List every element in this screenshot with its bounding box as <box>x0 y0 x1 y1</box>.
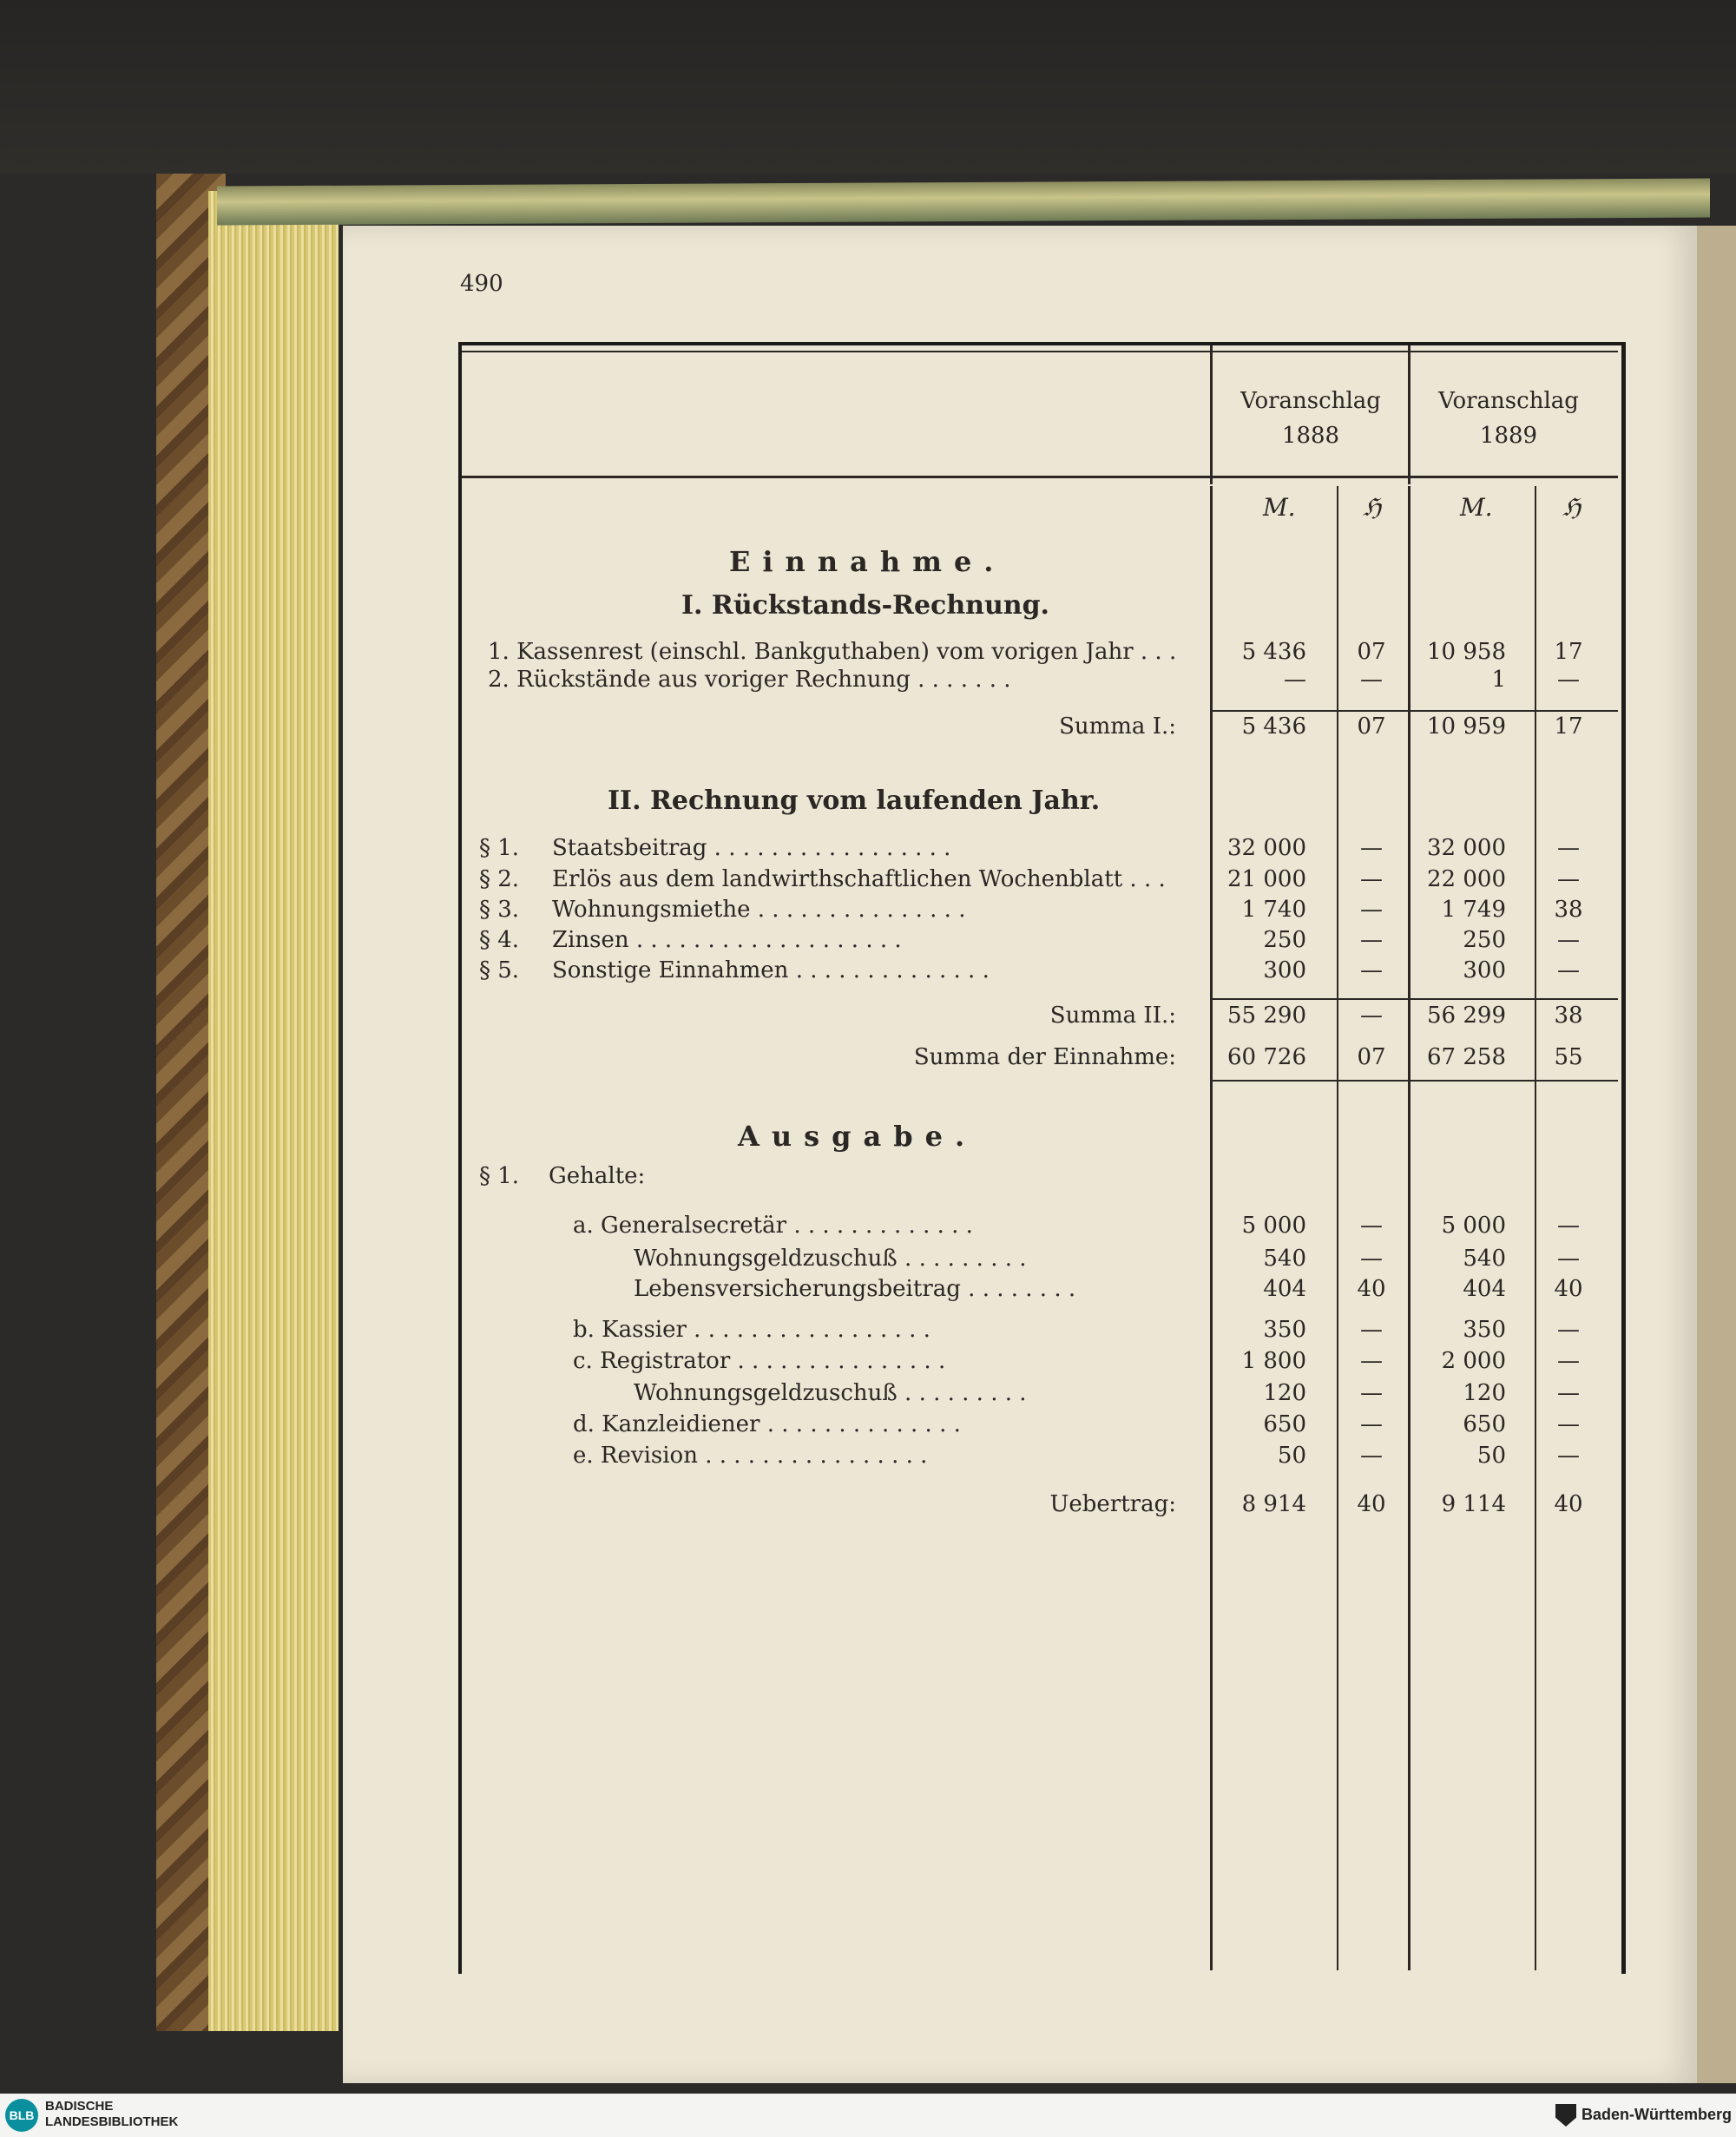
subtotal-rule-1 <box>1210 710 1618 712</box>
cell-p89: — <box>1557 835 1580 861</box>
cell-m89: 10 959 <box>1427 713 1506 740</box>
coat-of-arms-icon <box>1555 2104 1576 2127</box>
footer-bar <box>0 2094 1736 2137</box>
cell-p88: — <box>1360 866 1383 892</box>
cell-p89: 40 <box>1554 1491 1583 1517</box>
row-label: Wohnungsmiethe . . . . . . . . . . . . . . . <box>552 897 966 923</box>
cell-p88: — <box>1360 1411 1383 1437</box>
cell-m88: 650 <box>1263 1411 1306 1437</box>
library-name: BADISCHE LANDESBIBLIOTHEK <box>45 2099 179 2129</box>
row-label: Uebertrag: <box>1049 1491 1176 1517</box>
cell-m89: 120 <box>1463 1380 1506 1406</box>
col-divider-header-2 <box>1408 345 1410 484</box>
section-title-einnahme: Einnahme. <box>729 545 1006 578</box>
cell-m89: 32 000 <box>1427 835 1506 861</box>
subsection-title-rueckstand: I. Rückstands-Rechnung. <box>681 590 1049 621</box>
page-top-edge <box>217 178 1710 225</box>
cell-p89: 55 <box>1554 1044 1583 1070</box>
cell-p88: 40 <box>1357 1276 1386 1302</box>
cell-m88: 21 000 <box>1227 866 1306 892</box>
cell-m89: 350 <box>1463 1317 1506 1343</box>
cell-p89: — <box>1557 1411 1580 1437</box>
cell-m88: 55 290 <box>1227 1003 1306 1029</box>
cell-m88: 300 <box>1263 957 1306 983</box>
cell-p89: 38 <box>1554 897 1583 923</box>
row-label: 1. Kassenrest (einschl. Bankguthaben) vom vorigen Jahr . . . <box>488 639 1177 665</box>
row-label: a. Generalsecretär . . . . . . . . . . . . . <box>573 1213 973 1239</box>
row-label: c. Registrator . . . . . . . . . . . . . . . <box>573 1348 946 1374</box>
row-label: Wohnungsgeldzuschuß . . . . . . . . . <box>634 1380 1027 1406</box>
col-divider-pf-1888 <box>1337 486 1338 1970</box>
total-rule <box>1210 1080 1618 1082</box>
cell-m88: 540 <box>1263 1246 1306 1272</box>
cell-p89: 38 <box>1554 1003 1583 1029</box>
cell-m89: 650 <box>1463 1411 1506 1437</box>
row-paragraph: § 5. <box>479 957 520 983</box>
cell-p89: — <box>1557 1246 1580 1272</box>
blb-logo[interactable]: BLB <box>5 2099 38 2132</box>
row-label: Summa der Einnahme: <box>913 1044 1176 1070</box>
cell-p88: — <box>1360 835 1383 861</box>
cell-m88: 404 <box>1263 1276 1306 1302</box>
cell-p88: — <box>1360 897 1383 923</box>
cell-m88: 60 726 <box>1227 1044 1306 1070</box>
cell-p88: 07 <box>1357 1044 1386 1070</box>
top-inner-rule <box>462 351 1618 352</box>
cell-p88: — <box>1360 957 1383 983</box>
section-title-ausgabe: Ausgabe. <box>738 1120 977 1153</box>
cell-m88: 8 914 <box>1241 1491 1306 1517</box>
page-number: 490 <box>460 271 503 297</box>
cell-m88: 1 800 <box>1241 1348 1306 1374</box>
cell-m88: 5 436 <box>1241 713 1306 740</box>
cell-p88: — <box>1360 1317 1383 1343</box>
cell-p89: — <box>1557 1380 1580 1406</box>
cell-p88: 40 <box>1357 1491 1386 1517</box>
cell-p89: — <box>1557 1213 1580 1239</box>
row-label: d. Kanzleidiener . . . . . . . . . . . . . . <box>573 1411 961 1437</box>
cell-m89: 1 749 <box>1441 897 1506 923</box>
row-label: Lebensversicherungsbeitrag . . . . . . . . <box>634 1276 1076 1302</box>
cell-m88: 5 436 <box>1241 639 1306 665</box>
cell-m89: 22 000 <box>1427 866 1506 892</box>
ausgabe-para-1-label: Gehalte: <box>549 1163 646 1189</box>
cell-p88: — <box>1360 1246 1383 1272</box>
row-paragraph: § 2. <box>479 866 520 892</box>
row-label: Zinsen . . . . . . . . . . . . . . . . . . . <box>552 927 902 953</box>
cell-p89: 17 <box>1554 713 1583 740</box>
cell-p89: — <box>1557 667 1580 693</box>
cell-m89: 250 <box>1463 927 1506 953</box>
column-header-1888: Voranschlag 1888 <box>1240 388 1381 449</box>
cell-p89: 40 <box>1554 1276 1583 1302</box>
row-label: Wohnungsgeldzuschuß . . . . . . . . . <box>634 1246 1027 1272</box>
subsection-title-laufend: II. Rechnung vom laufenden Jahr. <box>608 786 1101 816</box>
unit-mark-1889: M. <box>1460 493 1493 522</box>
cell-m89: 50 <box>1476 1443 1506 1469</box>
cell-p88: — <box>1360 1213 1383 1239</box>
cell-m89: 404 <box>1463 1276 1506 1302</box>
row-paragraph: § 3. <box>479 897 520 923</box>
column-header-1889: Voranschlag 1889 <box>1438 388 1579 449</box>
col-divider-header-1 <box>1210 345 1213 484</box>
col-divider-1888 <box>1210 486 1213 1970</box>
facing-page-edge <box>1693 226 1736 2083</box>
cell-p88: — <box>1360 667 1383 693</box>
cell-m89: 10 958 <box>1427 639 1506 665</box>
row-label: b. Kassier . . . . . . . . . . . . . . . . . <box>573 1317 930 1343</box>
cell-m89: 2 000 <box>1441 1348 1506 1374</box>
cell-p89: — <box>1557 1348 1580 1374</box>
book-binding-top <box>0 0 1736 174</box>
unit-mark-1888: M. <box>1263 493 1296 522</box>
ausgabe-para-1: § 1. <box>479 1163 520 1189</box>
cell-m89: 540 <box>1463 1246 1506 1272</box>
cell-m88: 5 000 <box>1241 1213 1306 1239</box>
row-paragraph: § 4. <box>479 927 520 953</box>
col-divider-1889 <box>1408 486 1410 1970</box>
cell-p89: — <box>1557 866 1580 892</box>
cell-m88: 1 740 <box>1241 897 1306 923</box>
cell-m89: 9 114 <box>1441 1491 1506 1517</box>
table-frame <box>458 342 1626 1974</box>
row-label: Erlös aus dem landwirthschaftlichen Wochenblatt . . . <box>552 866 1166 892</box>
cell-p88: — <box>1360 1003 1383 1029</box>
cell-m88: 50 <box>1277 1443 1306 1469</box>
cell-m88: 250 <box>1263 927 1306 953</box>
cell-m89: 1 <box>1491 667 1506 693</box>
cell-m89: 5 000 <box>1441 1213 1506 1239</box>
cell-p89: — <box>1557 1443 1580 1469</box>
cell-m89: 67 258 <box>1427 1044 1506 1070</box>
cell-p89: — <box>1557 927 1580 953</box>
cell-m88: — <box>1284 667 1306 693</box>
row-label: Sonstige Einnahmen . . . . . . . . . . . . . . <box>552 957 990 983</box>
unit-pf-1888: ℌ <box>1363 493 1382 522</box>
cell-p88: — <box>1360 1443 1383 1469</box>
cell-m89: 56 299 <box>1427 1003 1506 1029</box>
cell-m88: 32 000 <box>1227 835 1306 861</box>
cell-p88: — <box>1360 927 1383 953</box>
unit-pf-1889: ℌ <box>1562 493 1581 522</box>
cell-p88: — <box>1360 1380 1383 1406</box>
row-label: 2. Rückstände aus voriger Rechnung . . . . . . . <box>488 667 1011 693</box>
row-label: Summa II.: <box>1049 1003 1176 1029</box>
cell-p88: — <box>1360 1348 1383 1374</box>
row-label: Summa I.: <box>1059 713 1176 740</box>
cell-p88: 07 <box>1357 639 1386 665</box>
cell-p89: — <box>1557 957 1580 983</box>
cell-p89: 17 <box>1554 639 1583 665</box>
row-label: Staatsbeitrag . . . . . . . . . . . . . . . . . <box>552 835 951 861</box>
state-label[interactable]: Baden-Württemberg <box>1581 2106 1733 2123</box>
cell-m88: 120 <box>1263 1380 1306 1406</box>
cell-p88: 07 <box>1357 713 1386 740</box>
subtotal-rule-2 <box>1210 998 1618 1000</box>
col-divider-pf-1889 <box>1535 486 1536 1970</box>
page-edges <box>208 191 339 2031</box>
cell-p89: — <box>1557 1317 1580 1343</box>
cell-m88: 350 <box>1263 1317 1306 1343</box>
row-label: e. Revision . . . . . . . . . . . . . . . . <box>573 1443 928 1469</box>
cell-m89: 300 <box>1463 957 1506 983</box>
header-rule <box>462 476 1618 478</box>
row-paragraph: § 1. <box>479 835 520 861</box>
